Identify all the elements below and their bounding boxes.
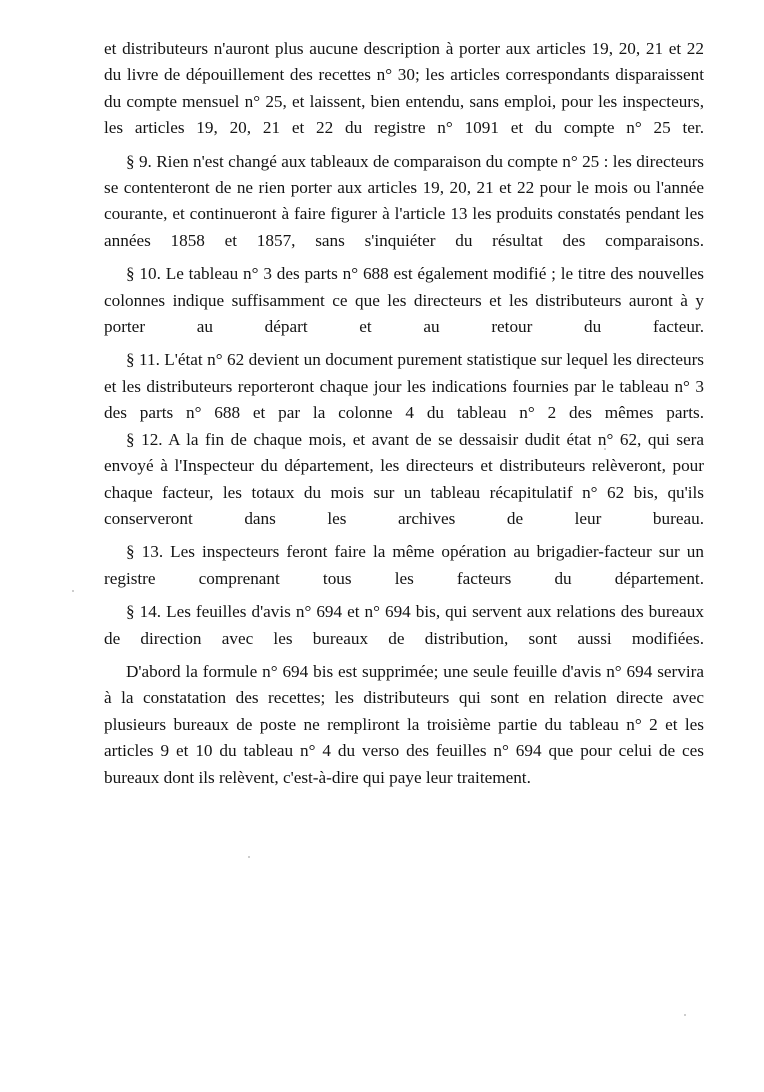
paragraph-section-9: § 9. Rien n'est changé aux tableaux de comparaison du compte n° 25 : les directeurs se contenteront de ne rien porter aux articles 19, 20, 21 et 22 pour le mois ou l'année courante, et continueront à faire figurer à l'article 13 les produits constatés pendant les années 1858 et 1857, sans s'inquiéter du résultat des comparaisons. xyxy=(104,151,704,250)
paragraph-section-11: § 11. L'état n° 62 devient un document purement statistique sur lequel les directeurs et les distributeurs reporteront chaque jour les indications fournies par le tableau n° 3 des parts n° 688 et par la colonne 4 du tableau n° 2 des mêmes parts. xyxy=(104,350,704,423)
paragraph-section-12: § 12. A la fin de chaque mois, et avant de se dessaisir dudit état n° 62, qui sera envoyé à l'Inspecteur du département, les directeurs et distributeurs relèveront, pour chaque facteur, les totaux du mois sur un tableau récapitulatif n° 62 bis, qu'ils conserveront dans les archives de leur bureau. xyxy=(104,429,704,528)
paragraph-section-10: § 10. Le tableau n° 3 des parts n° 688 est également modifié ; le titre des nouvelles colonnes indique suffisamment ce que les directeurs et les distributeurs auront à y porter au départ et au retour du facteur. xyxy=(104,264,704,337)
body-text xyxy=(104,36,704,791)
paragraph-section-14: § 14. Les feuilles d'avis n° 694 et n° 694 bis, qui servent aux relations des bureaux de direction avec les bureaux de distribution, sont aussi modifiées. xyxy=(104,602,704,648)
print-speck xyxy=(72,590,74,592)
paragraph-section-13: § 13. Les inspecteurs feront faire la même opération au brigadier-facteur sur un registre comprenant tous les facteurs du département. xyxy=(104,542,704,588)
print-speck xyxy=(248,856,250,858)
paragraph-continuation: et distributeurs n'auront plus aucune description à porter aux articles 19, 20, 21 et 22 du livre de dépouillement des recettes n° 30; les articles correspondants disparaissent du compte mensuel n° 25, et laissent, bien entendu, sans emploi, pour les inspecteurs, les articles 19, 20, 21 et 22 du registre n° 1091 et du compte n° 25 ter. xyxy=(104,39,704,138)
paragraph-abord: D'abord la formule n° 694 bis est supprimée; une seule feuille d'avis n° 694 servira à la constatation des recettes; les distributeurs qui sont en relation directe avec plusieurs bureaux de poste ne rempliront la troisième partie du tableau n° 2 et les articles 9 et 10 du tableau n° 4 du verso des feuilles n° 694 que pour celui de ces bureaux dont ils relèvent, c'est-à-dire qui paye leur traitement. xyxy=(104,661,704,787)
print-speck xyxy=(684,1014,686,1016)
